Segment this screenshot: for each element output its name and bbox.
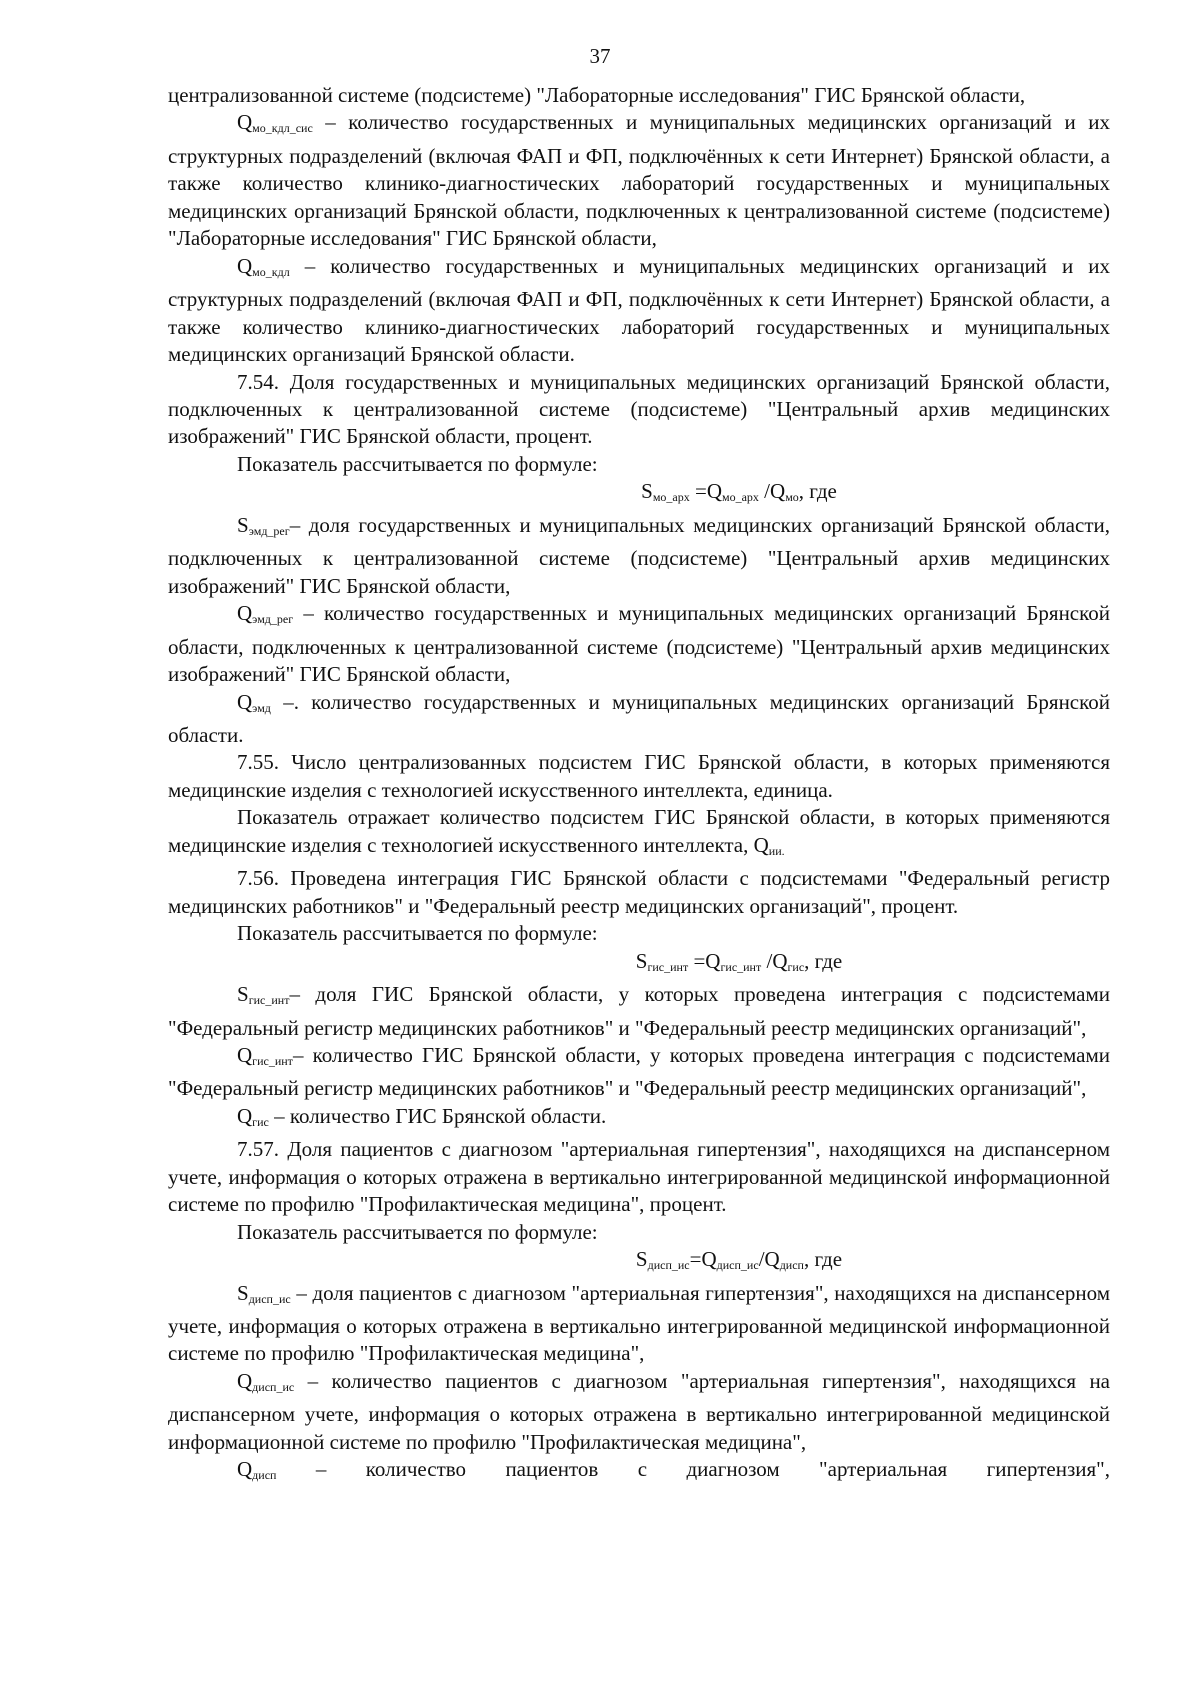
definition-paragraph: $Q_{эмд}$ –. количество государственных и муниципальных медицинских организаций Брянской области. [168, 689, 1110, 747]
variable-symbol: $Q_{эмд}$ [237, 689, 271, 715]
variable-symbol: $Q_{дисп\_ис}$ [237, 1368, 295, 1394]
definition-paragraph: $S_{гис\_инт}-$ доля ГИС Брянской области, у которых проведена интеграция с подсистемами "Федеральный регистр медицинских работников" и "Федеральный реестр медицинских организаций", [168, 982, 1110, 1040]
definition-paragraph: $Q_{гис\_инт}-$ количество ГИС Брянской области, у которых проведена интеграция с подсистемами "Федеральный регистр медицинских работников" и "Федеральный реестр медицинских организаций", [168, 1042, 1110, 1101]
definition-paragraph: $Q_{гис}$ – количество ГИС Брянской области. [237, 1103, 607, 1129]
definition-paragraph: $Q_{мо\_кдл}$ – количество государственных и муниципальных медицинских организаций и их структурных подразделений (включая ФАП и ФП, подключённых к сети Интернет) Брянской области, а также количество клинико-диагностических лабораторий государственных и муниципальных медицинских организаций Брянской области. [168, 253, 1110, 367]
definition-paragraph: $Q_{дисп}$ – количество пациентов с диагнозом "артериальная гипертензия", [237, 1457, 1110, 1483]
variable-symbol: $Q_{гис}$ [237, 1103, 269, 1129]
variable-symbol: $Q_{гис\_инт}$ [237, 1042, 293, 1068]
paragraph: централизованной системе (подсистеме) "Лабораторные исследования" ГИС Брянской области, [168, 83, 1026, 107]
paragraph: Показатель рассчитывается по формуле: [237, 451, 598, 476]
paragraph: Показатель отражает количество подсистем ГИС Брянской области, в которых применяются медицинские изделия с технологией искусственного интеллекта, $Q_{ии.}$ [168, 805, 1110, 858]
definition-paragraph: $S_{дисп\_ис}$ – доля пациентов с диагнозом "артериальная гипертензия", находящихся на диспансерном учете, информация о которых отражена в вертикально интегрированной медицинской информационной системе по профилю "Профилактическая медицина", [168, 1280, 1110, 1366]
indicator-heading: 7.57. Доля пациентов с диагнозом "артериальная гипертензия", находящихся на диспансерном учете, информация о которых отражена в вертикально интегрированной медицинской информационной системе по профилю "Профилактическая медицина", процент. [168, 1137, 1110, 1217]
page-number: 37 [589, 44, 611, 68]
indicator-heading: 7.54. Доля государственных и муниципальных медицинских организаций Брянской области, подключенных к централизованной системе (подсистеме) "Центральный архив медицинских изображений" ГИС Брянской области, процент. [168, 369, 1110, 449]
definition-paragraph: $Q_{мо\_кдл\_сис}$ – количество государственных и муниципальных медицинских организаций и их структурных подразделений (включая ФАП и ФП, подключённых к сети Интернет) Брянской области, а также количество клинико-диагностических лабораторий государственных и муниципальных медицинских организаций Брянской области, подключенных к централизованной системе (подсистеме) "Лабораторные исследования" ГИС Брянской области, [168, 110, 1110, 251]
variable-symbol: $Q_{мо\_кдл\_сис}$ [237, 110, 313, 136]
formula: $S_{гис\_инт} =Q_{гис\_инт}$ $/Q_{гис}$, где [635, 948, 843, 974]
variable-symbol: $S_{гис\_инт}$ [237, 982, 290, 1008]
definition-paragraph: $Q_{дисп\_ис}$ – количество пациентов с диагнозом "артериальная гипертензия", находящихся на диспансерном учете, информация о которых отражена в вертикально интегрированной медицинской информационной системе по профилю "Профилактическая медицина", [168, 1368, 1110, 1454]
variable-symbol: $S_{эмд\_рег}$ [237, 512, 290, 538]
document-body [168, 82, 1110, 1490]
indicator-heading: 7.56. Проведена интеграция ГИС Брянской области с подсистемами "Федеральный регистр медицинских работников" и "Федеральный реестр медицинских организаций", процент. [168, 866, 1110, 918]
formula: $S_{мо\_арх} =Q_{мо\_арх}$ $/Q_{мо}$, где [641, 479, 837, 505]
variable-symbol: $Q_{мо\_кдл}$ [237, 253, 290, 279]
variable-symbol: $S_{дисп\_ис}$ [237, 1280, 291, 1306]
paragraph: Показатель рассчитывается по формуле: [237, 921, 598, 946]
definition-paragraph: $S_{эмд\_рег}-$ доля государственных и муниципальных медицинских организаций Брянской области, подключенных к централизованной системе (подсистеме) "Центральный архив медицинских изображений" ГИС Брянской области, [168, 512, 1110, 598]
definition-paragraph: $Q_{эмд\_рег}$ – количество государственных и муниципальных медицинских организаций Брянской области, подключенных к централизованной системе (подсистеме) "Центральный архив медицинских изображений" ГИС Брянской области, [168, 601, 1110, 687]
variable-symbol: $Q_{эмд\_рег}$ [237, 601, 294, 627]
formula: $S_{дисп\_ис}=Q_{дисп\_ис}/Q_{дисп}$, где [635, 1247, 843, 1273]
indicator-heading: 7.55. Число централизованных подсистем ГИС Брянской области, в которых применяются медицинские изделия с технологией искусственного интеллекта, единица. [168, 750, 1110, 802]
paragraph: Показатель рассчитывается по формуле: [237, 1219, 598, 1244]
variable-symbol: $Q_{дисп}$ [237, 1457, 277, 1483]
